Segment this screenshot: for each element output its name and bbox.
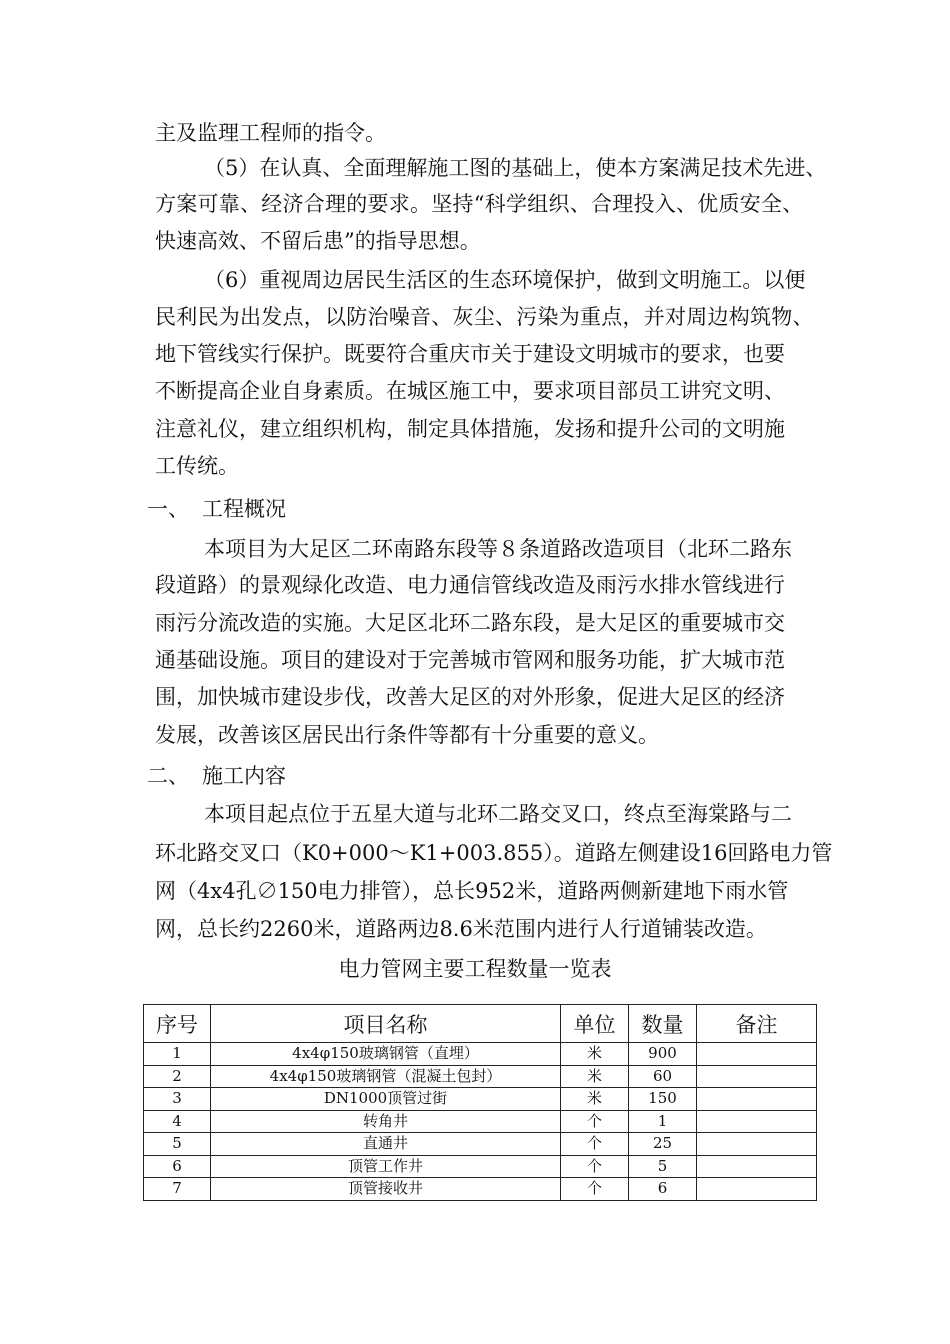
header-index: 序号: [144, 1005, 211, 1043]
paragraph-line: 民利民为出发点，以防治噪音、灰尘、污染为重点，并对周边构筑物、: [155, 305, 814, 329]
cell-unit: 米: [561, 1088, 629, 1111]
cell-quantity: 5: [629, 1155, 697, 1178]
cell-remarks: [697, 1110, 817, 1133]
paragraph-line: 快速高效、不留后患”的指导思想。: [155, 229, 481, 253]
cell-remarks: [697, 1178, 817, 1201]
table-row: [144, 1088, 817, 1111]
paragraph-line: 环北路交叉口（K0+000～K1+003.855）。道路左侧建设16回路电力管: [155, 841, 833, 865]
cell-item-name: 4x4φ150玻璃钢管（直埋）: [211, 1043, 561, 1066]
paragraph-line: 方案可靠、经济合理的要求。坚持“科学组织、合理投入、优质安全、: [155, 192, 804, 216]
cell-index: 3: [144, 1088, 211, 1111]
cell-unit: 个: [561, 1133, 629, 1156]
paragraph-line: 工传统。: [155, 454, 239, 478]
paragraph-line: （6）重视周边居民生活区的生态环境保护，做到文明施工。以便: [204, 268, 806, 292]
cell-index: 7: [144, 1178, 211, 1201]
cell-item-name: 顶管接收井: [211, 1178, 561, 1201]
cell-quantity: 6: [629, 1178, 697, 1201]
header-quantity: 数量: [629, 1005, 697, 1043]
header-unit: 单位: [561, 1005, 629, 1043]
cell-quantity: 60: [629, 1065, 697, 1088]
section-heading-1: [147, 494, 286, 524]
cell-index: 5: [144, 1133, 211, 1156]
paragraph-line: 雨污分流改造的实施。大足区北环二路东段，是大足区的重要城市交: [155, 611, 785, 635]
cell-remarks: [697, 1133, 817, 1156]
cell-quantity: 150: [629, 1088, 697, 1111]
cell-index: 6: [144, 1155, 211, 1178]
cell-remarks: [697, 1043, 817, 1066]
paragraph-line: 围，加快城市建设步伐，改善大足区的对外形象，促进大足区的经济: [155, 685, 785, 709]
table-row: [144, 1110, 817, 1133]
cell-remarks: [697, 1065, 817, 1088]
table-row: [144, 1065, 817, 1088]
cell-quantity: 1: [629, 1110, 697, 1133]
cell-item-name: 转角井: [211, 1110, 561, 1133]
header-remarks: 备注: [697, 1005, 817, 1043]
table-header-row: [144, 1005, 817, 1043]
cell-item-name: DN1000顶管过街: [211, 1088, 561, 1111]
cell-unit: 个: [561, 1155, 629, 1178]
cell-item-name: 4x4φ150玻璃钢管（混凝土包封）: [211, 1065, 561, 1088]
paragraph-line: 本项目起点位于五星大道与北环二路交叉口，终点至海棠路与二: [204, 802, 792, 826]
paragraph-line: 本项目为大足区二环南路东段等８条道路改造项目（北环二路东: [204, 537, 792, 561]
cell-quantity: 25: [629, 1133, 697, 1156]
cell-unit: 米: [561, 1065, 629, 1088]
table-row: [144, 1178, 817, 1201]
cell-remarks: [697, 1155, 817, 1178]
section-number: 二、: [147, 764, 189, 788]
cell-remarks: [697, 1088, 817, 1111]
table-caption: 电力管网主要工程数量一览表: [338, 957, 612, 981]
cell-index: 4: [144, 1110, 211, 1133]
section-title: 工程概况: [202, 497, 286, 521]
paragraph-line: 发展，改善该区居民出行条件等都有十分重要的意义。: [155, 723, 659, 747]
table-row: [144, 1155, 817, 1178]
table-row: [144, 1133, 817, 1156]
cell-item-name: 直通井: [211, 1133, 561, 1156]
paragraph-line: 通基础设施。项目的建设对于完善城市管网和服务功能，扩大城市范: [155, 648, 785, 672]
cell-index: 1: [144, 1043, 211, 1066]
section-title: 施工内容: [202, 764, 286, 788]
cell-unit: 个: [561, 1178, 629, 1201]
quantity-table: [143, 1004, 817, 1201]
paragraph-line: 网（4x4孔∅150电力排管），总长952米，道路两侧新建地下雨水管: [155, 879, 789, 903]
paragraph-line: 网，总长约2260米，道路两边8.6米范围内进行人行道铺装改造。: [155, 917, 767, 941]
cell-quantity: 900: [629, 1043, 697, 1066]
paragraph-line: 段道路）的景观绿化改造、电力通信管线改造及雨污水排水管线进行: [155, 573, 785, 597]
paragraph-line: 地下管线实行保护。既要符合重庆市关于建设文明城市的要求，也要: [155, 342, 785, 366]
table-row: [144, 1043, 817, 1066]
cell-item-name: 顶管工作井: [211, 1155, 561, 1178]
header-item-name: 项目名称: [211, 1005, 561, 1043]
section-number: 一、: [147, 497, 189, 521]
cell-index: 2: [144, 1065, 211, 1088]
cell-unit: 个: [561, 1110, 629, 1133]
paragraph-line: 注意礼仪，建立组织机构，制定具体措施，发扬和提升公司的文明施: [155, 417, 785, 441]
cell-unit: 米: [561, 1043, 629, 1066]
paragraph-line: 主及监理工程师的指令。: [155, 121, 386, 145]
paragraph-line: （5）在认真、全面理解施工图的基础上，使本方案满足技术先进、: [204, 156, 827, 180]
section-heading-2: [147, 761, 286, 791]
paragraph-line: 不断提高企业自身素质。在城区施工中，要求项目部员工讲究文明、: [155, 379, 785, 403]
